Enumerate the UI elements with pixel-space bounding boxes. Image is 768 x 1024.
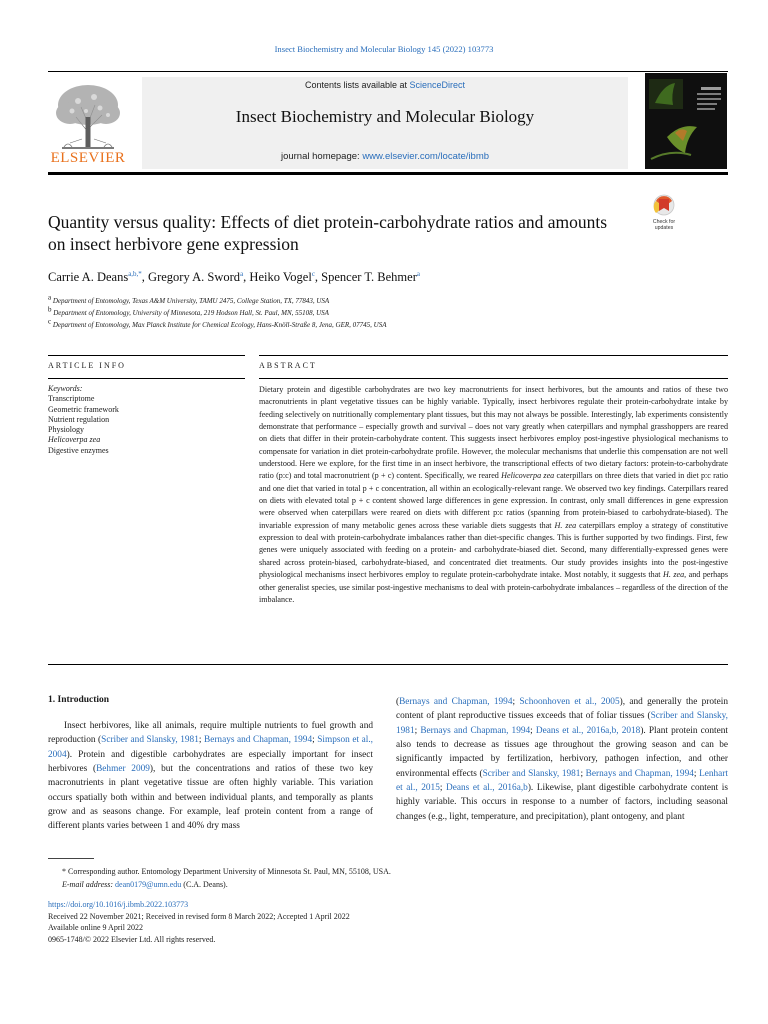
email-label: E-mail address: [62, 880, 114, 889]
keyword-list [48, 394, 243, 456]
available-online: Available online 9 April 2022 [48, 923, 143, 933]
intro-left-column: Insect herbivores, like all animals, require multiple nutrients to fuel growth and reproduction (Scriber and Slansky, 1981; Bernays and Chapman, 1994; Simpson et al., 2004). Protein and digestible carbohydrates are especially important for insect herbivores (Behmer 2009), but the concentrations and ratios of these two key macronutrients in plant vegetative tissue are often highly variable. This variation occurs spatially both within and between individual plants, and temporally as plants grow and as seasons change. For example, leaf protein content from a range of different plants varies between 1 and 40% dry mass [48, 721, 373, 832]
citation-link[interactable]: Scriber and Slansky, 1981 [396, 711, 728, 736]
affiliation-line [48, 295, 648, 307]
abstract-heading-rule [259, 378, 728, 379]
contents-prefix: Contents lists available at [304, 80, 410, 90]
citation-link[interactable]: Lenhart et al., 2015 [396, 768, 728, 794]
keywords-block [48, 384, 243, 456]
article-title: Quantity versus quality: Effects of diet protein-carbohydrate ratios and amounts on insect herbivore gene expression [48, 212, 608, 254]
citation-link[interactable]: Bernays and Chapman, 1994 [399, 697, 513, 707]
affiliations [48, 295, 648, 331]
email-note [48, 878, 728, 891]
email-suffix: (C.A. Deans). [183, 880, 228, 889]
publisher-name: ELSEVIER [50, 150, 126, 166]
citation-link[interactable]: Bernays and Chapman, 1994 [585, 768, 694, 779]
author-list: Carrie A. Deans$^{a,b,*}$, Gregory A. Sword$^a$, Heiko Vogel$^c$, Spencer T. Behmer$^a$ [48, 269, 420, 284]
footnotes [48, 865, 728, 891]
email-link[interactable]: dean0179@umn.edu [115, 880, 182, 889]
article-info-top-rule [48, 355, 245, 356]
citation-link[interactable]: Deans et al., 2016a,b, 2018 [535, 725, 641, 736]
keyword: Transcriptome [48, 394, 95, 404]
intro-right-column: (Bernays and Chapman, 1994; Schoonhoven et al., 2005), and generally the protein content of plant reproductive tissues exceeds that of foliar tissues (Scriber and Slansky, 1981; Bernays and Chapman, 1994; Deans et al., 2016a,b, 2018). Plant protein content also tends to decrease as tissues age throughout the growing season and can be significantly impacted by fertilization, herbivory, pathogen infection, and other environmental effects (Scriber and Slansky, 1981; Bernays and Chapman, 1994; Lenhart et al., 2015; Deans et al., 2016a,b). Likewise, plant digestible carbohydrate content is highly variable. This occurs in response to a number of factors, including seasonal changes (e.g., light, temperature, and precipitation), plant ontogeny, and plant [396, 697, 729, 822]
abstract-text: Dietary protein and digestible carbohydrates are two key macronutrients for insect herbivores, but the amounts and ratios of these two macronutrients in plant vegetative tissues can be highly variable. Typically, insect herbivores regulate their protein-carbohydrate intake by feeding selectively on nutritionally complementary plant tissues, but this may not always be possible. Interestingly, lab experiments consistently demonstrate that performance – especially growth and survival – does not vary greatly when caterpillars and nymphal grasshoppers are reared on diets that differ in their protein-carbohydrate content. This suggests insect herbivores employ post-ingestive physiological mechanisms to compensate for variation in diet protein-carbohydrate profile. However, the molecular mechanisms that underlie this compensation are not well understood. Here we explore, for the first time in an insect herbivore, the transcriptional effects of two dietary factors: protein-to-carbohydrate ratio (p:c) and total macronutrient (p + c) content. Specifically, we reared Helicoverpa zea caterpillars on three diets that varied in diet p:c ratio and one diet that varied in total p + c concentration, all within an ecologically-relevant range. We observed two key findings. Caterpillars reared on diets with elevated total p + c content showed large differences in gene expression. In contrast, only small differences in gene expression were observed when caterpillars were reared on diets with different p:c ratios (spanning from protein-biased to carbohydrate-biased). The invariable expression of many metabolic genes across these variable diets suggests that H. zea caterpillars employ a strategy of constitutive expression to deal with protein-carbohydrate imbalances rather than diet-specific changes. This is further supported by two findings. First, few genes were uniquely associated with feeding on a protein- and carbohydrate-biased diet. Second, many differentially-expressed genes were shared across protein-biased, carbohydrate-biased, and concentrated diet treatments. Our study provides insights into the post-ingestive physiological mechanisms insect herbivores employ to regulate protein-carbohydrate intake. Most notably, it suggests that H. zea, and perhaps other generalist species, use similar post-ingestive mechanisms to deal with protein-carbohydrate imbalances – regardless of the direction of the imbalance. [259, 385, 728, 604]
citation-link[interactable]: Bernays and Chapman, 1994 [420, 725, 531, 736]
citation-link[interactable]: Behmer 2009 [96, 764, 150, 775]
author-affiliation-mark[interactable]: c [311, 269, 315, 278]
received-dates: Received 22 November 2021; Received in revised form 8 March 2022; Accepted 1 April 2022 [48, 911, 350, 921]
citation-link[interactable]: Schoonhoven et al., 2005 [519, 697, 620, 707]
article-info-heading-rule [48, 378, 245, 379]
affiliation-mark: a [48, 293, 52, 302]
doi-link[interactable]: https://doi.org/10.1016/j.ibmb.2022.103773 [48, 900, 189, 909]
affiliation-line [48, 319, 648, 331]
copyright: 0965-1748/© 2022 Elsevier Ltd. All rights reserved. [48, 934, 216, 944]
affiliation-text: Department of Entomology, Max Planck Institute for Chemical Ecology, Hans-Knöll-Straße 8, Jena, GER, 07745, USA [52, 321, 387, 329]
author-name[interactable]: Gregory A. Sword [148, 270, 241, 284]
affiliation-mark: c [48, 317, 52, 326]
article-info-heading: ARTICLE INFO [48, 361, 126, 370]
keyword: Geometric framework [48, 404, 119, 414]
journal-title: Insect Biochemistry and Molecular Biology [235, 107, 535, 126]
check-for-updates-badge[interactable] [646, 193, 682, 233]
header-thick-rule [48, 172, 728, 175]
top-rule [48, 71, 728, 72]
keyword: Digestive enzymes [48, 445, 109, 455]
journal-homepage-link[interactable]: www.elsevier.com/locate/ibmb [362, 151, 490, 162]
publication-info [48, 899, 728, 945]
abstract-top-rule [259, 355, 728, 356]
check-updates-line2: updates [654, 225, 674, 231]
citation-link[interactable]: Deans et al., 2016a,b [446, 783, 528, 794]
homepage-prefix: journal homepage: [280, 151, 363, 162]
footnote-rule [48, 858, 94, 859]
keyword: Nutrient regulation [48, 414, 110, 424]
running-head[interactable]: Insect Biochemistry and Molecular Biology 145 (2022) 103773 [274, 44, 494, 54]
author-name[interactable]: Carrie A. Deans [48, 270, 129, 284]
contents-line [142, 80, 628, 90]
citation-link[interactable]: Bernays and Chapman, 1994 [204, 735, 313, 746]
author-name[interactable]: Heiko Vogel [249, 270, 312, 284]
author-affiliation-mark[interactable]: a [416, 269, 420, 278]
keyword: Helicoverpa zea [48, 435, 101, 445]
corresponding-author-note: * Corresponding author. Entomology Department University of Minnesota St. Paul, MN, 55108, USA. [62, 867, 391, 876]
affiliation-line [48, 307, 648, 319]
sciencedirect-link[interactable]: ScienceDirect [409, 80, 466, 90]
affiliation-mark: b [48, 305, 52, 314]
author-name[interactable]: Spencer T. Behmer [321, 270, 417, 284]
check-updates-line1: Check for [652, 219, 676, 225]
homepage-line [142, 151, 628, 162]
keywords-label: Keywords: [48, 384, 83, 393]
abstract-heading: ABSTRACT [259, 361, 317, 370]
citation-link[interactable]: Scriber and Slansky, 1981 [482, 768, 581, 779]
abstract-bottom-rule [48, 664, 728, 665]
section-heading-introduction: 1. Introduction [48, 695, 110, 705]
journal-cover-image[interactable] [645, 73, 727, 169]
affiliation-text: Department of Entomology, Texas A&M University, TAMU 2475, College Station, TX, 77843, USA [52, 297, 330, 305]
author-affiliation-mark[interactable]: a,b,* [128, 269, 142, 278]
citation-link[interactable]: Simpson et al., 2004 [48, 735, 373, 760]
keyword: Physiology [48, 425, 85, 435]
author-affiliation-mark[interactable]: a [240, 269, 244, 278]
citation-link[interactable]: Scriber and Slansky, 1981 [101, 735, 199, 746]
affiliation-text: Department of Entomology, University of Minnesota, 219 Hodson Hall, St. Paul, MN, 55108, USA [53, 309, 329, 317]
